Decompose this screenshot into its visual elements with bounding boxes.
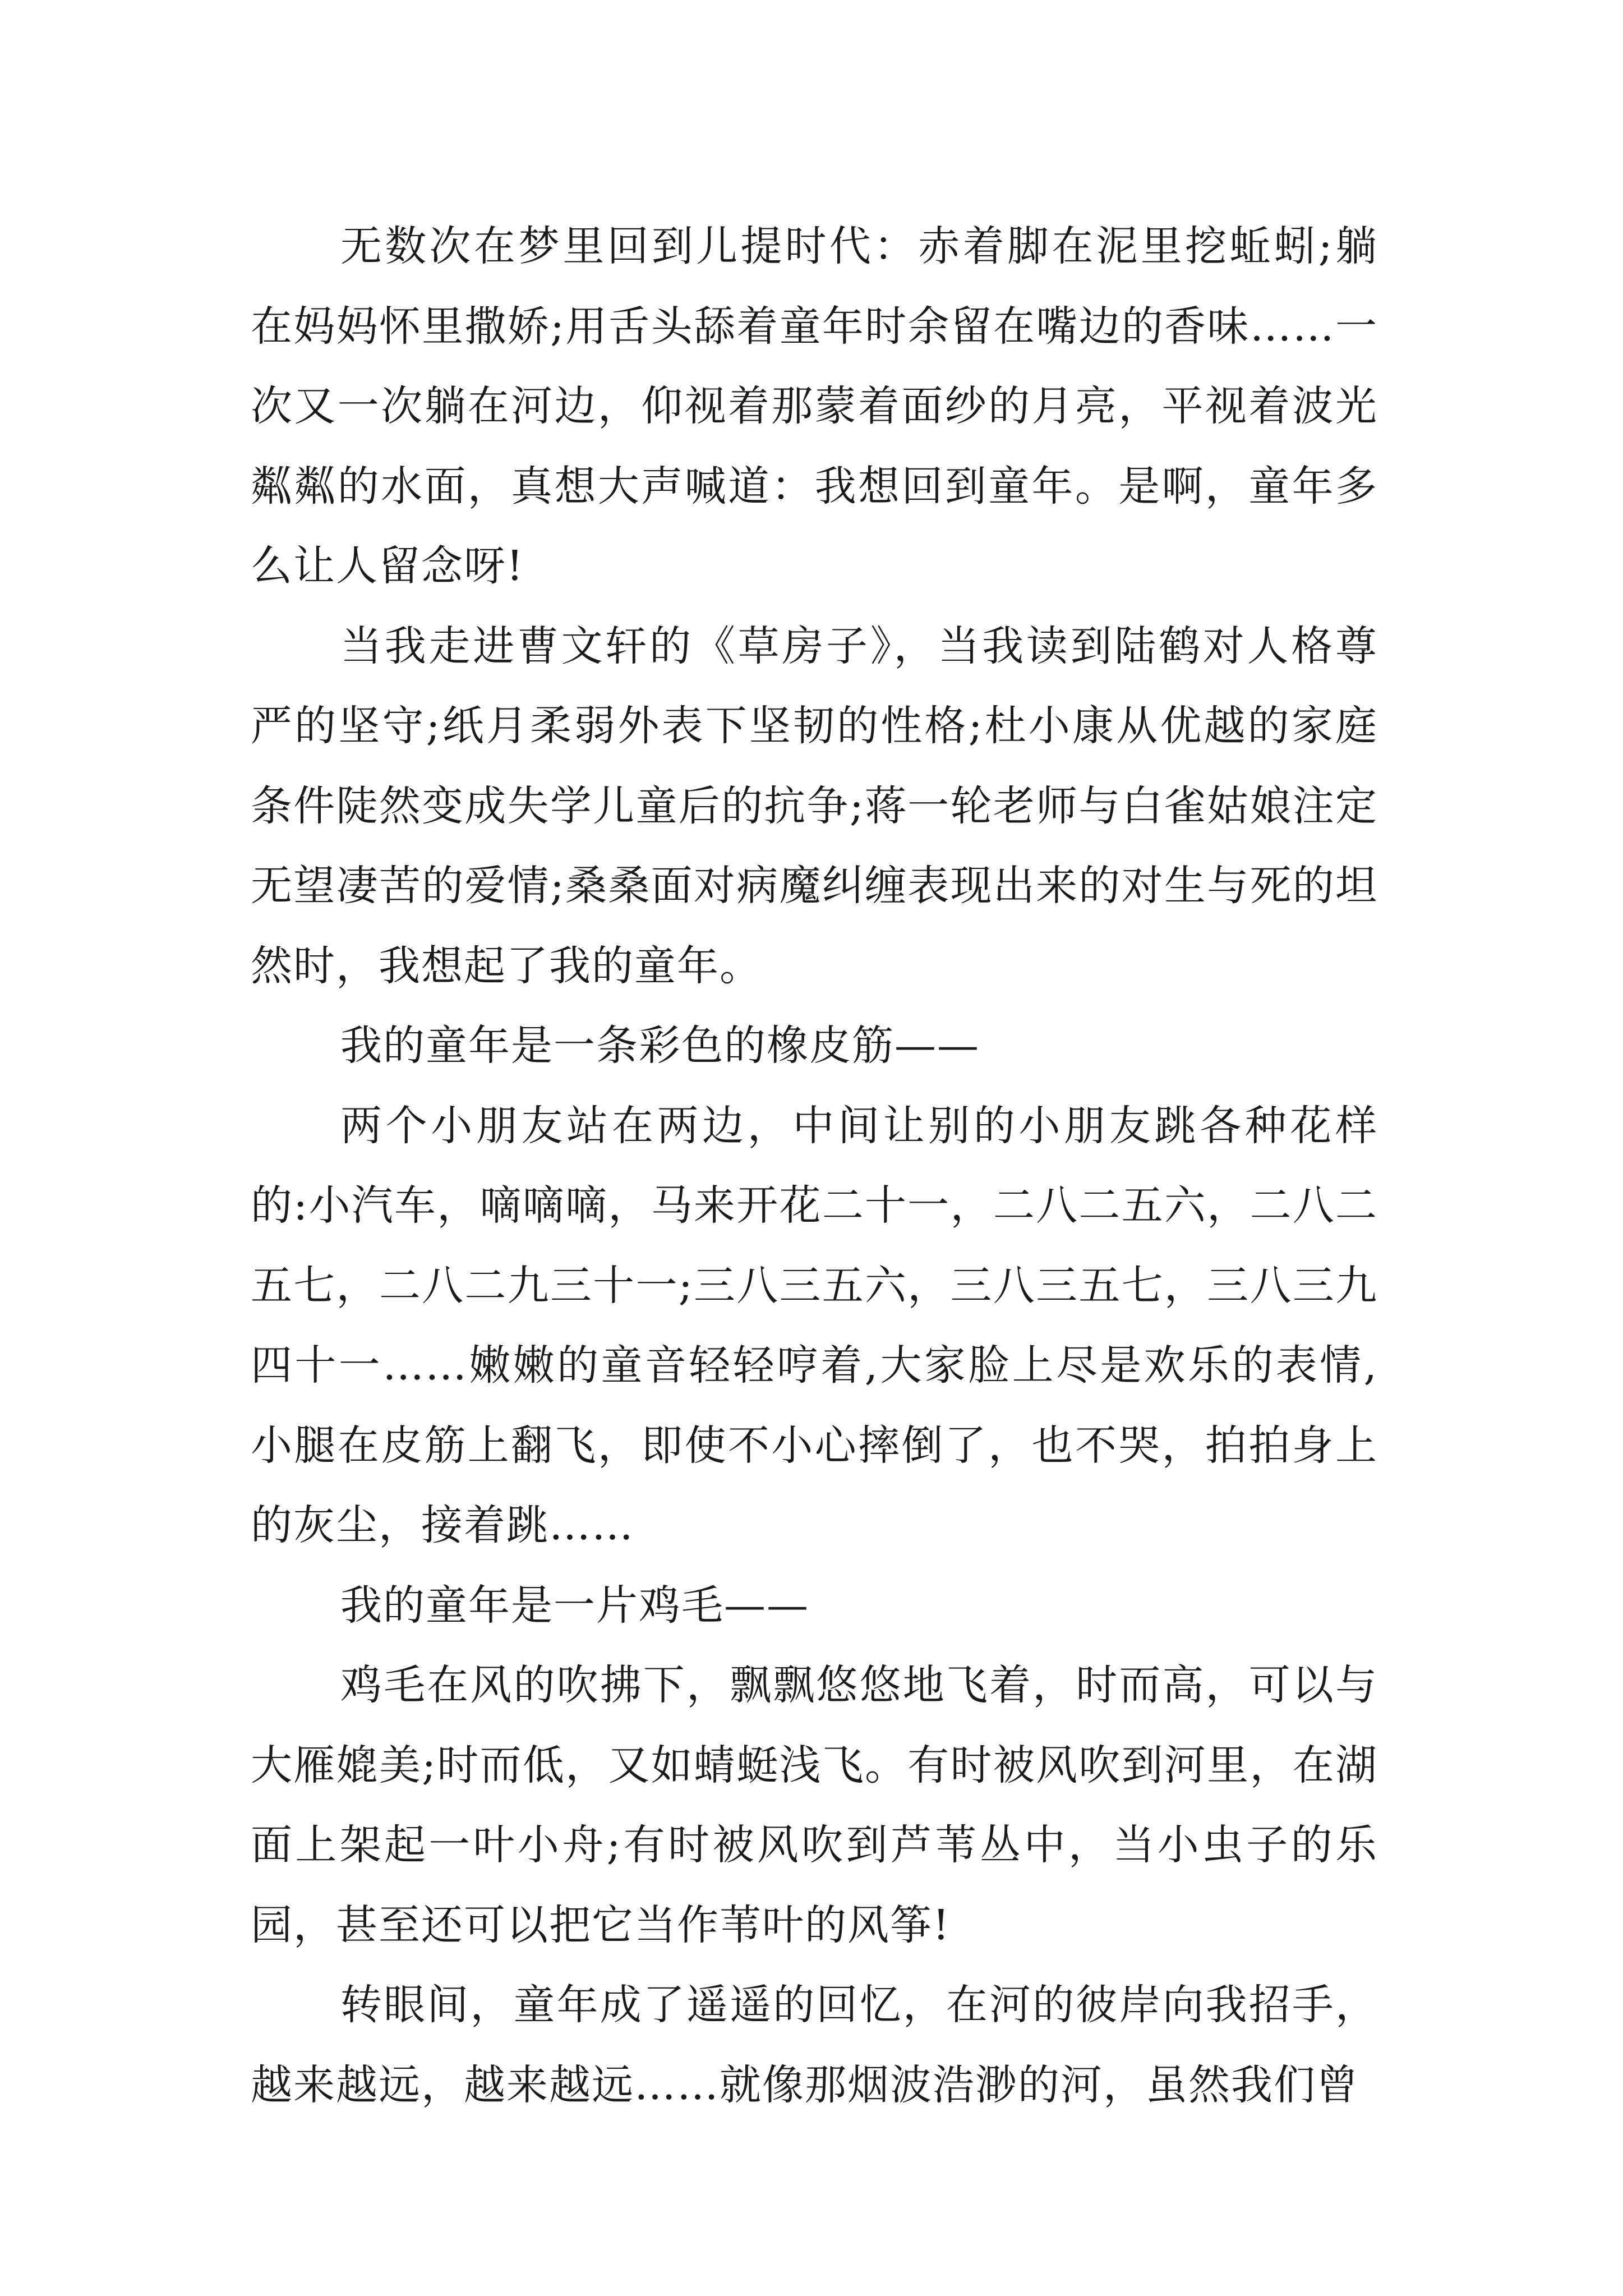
paragraph-grass-house: 当我走进曹文轩的《草房子》，当我读到陆鹤对人格尊严的坚守;纸月柔弱外表下坚韧的性格;杜小康从优越的家庭条件陡然变成失学儿童后的抗争;蒋一轮老师与白雀姑娘注定无望凄苦的爱情;桑桑面对病魔纠缠表现出来的对生与死的坦然时，我想起了我的童年。: [251, 622, 1378, 990]
paragraph-feather: 鸡毛在风的吹拂下，飘飘悠悠地飞着，时而高，可以与大雁媲美;时而低，又如蜻蜓浅飞。有时被风吹到河里，在湖面上架起一叶小舟;有时被风吹到芦苇丛中，当小虫子的乐园，甚至还可以把它当作苇叶的风筝!: [251, 1661, 1378, 1949]
paragraph-feather-heading: 我的童年是一片鸡毛——: [340, 1581, 809, 1630]
paragraph-rubber-band-heading: 我的童年是一条彩色的橡皮筋——: [340, 1022, 980, 1070]
body-text: [251, 206, 1378, 2125]
paragraph-rubber-band: 两个小朋友站在两边，中间让别的小朋友跳各种花样的:小汽车，嘀嘀嘀，马来开花二十一，二八二五六，二八二五七，二八二九三十一;三八三五六，三八三五七，三八三九四十一……嫩嫩的童音轻轻哼着,大家脸上尽是欢乐的表情,小腿在皮筋上翻飞，即使不小心摔倒了，也不哭，拍拍身上的灰尘，接着跳……: [251, 1101, 1378, 1549]
paragraph-memory: 转眼间，童年成了遥遥的回忆，在河的彼岸向我招手，越来越远，越来越远……就像那烟波浩渺的河，虽然我们曾: [251, 1981, 1378, 2109]
paragraph-dream: 无数次在梦里回到儿提时代：赤着脚在泥里挖蚯蚓;躺在妈妈怀里撒娇;用舌头舔着童年时余留在嘴边的香味……一次又一次躺在河边，仰视着那蒙着面纱的月亮，平视着波光粼粼的水面，真想大声喊道：我想回到童年。是啊，童年多么让人留念呀!: [251, 222, 1378, 590]
